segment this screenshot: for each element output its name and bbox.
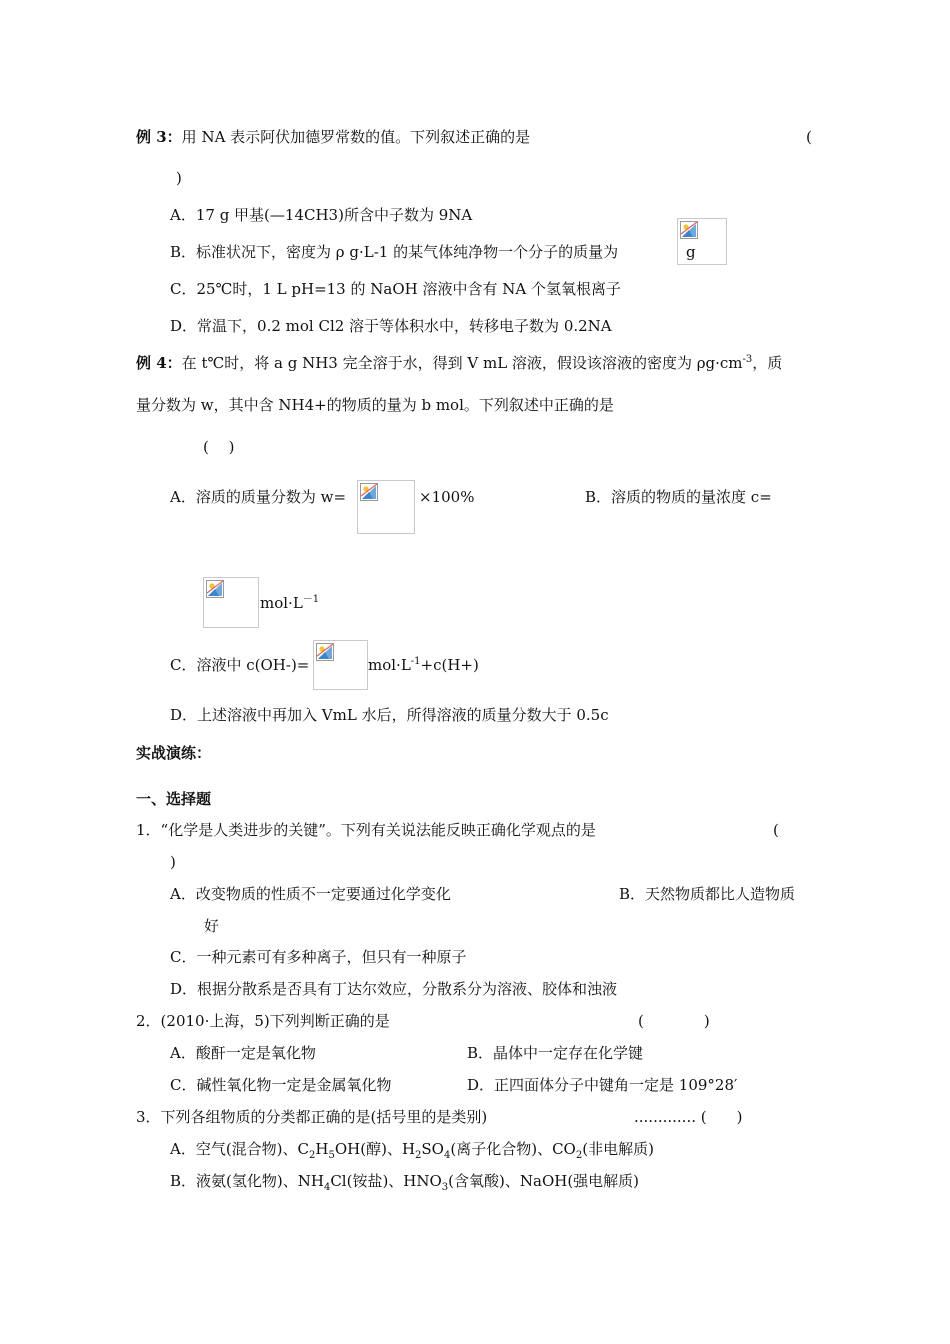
q1-option-a: A．改变物质的性质不一定要通过化学变化 [170,885,451,903]
q3-option-b: B．液氨(氢化物)、$NH_4Cl$(铵盐)、$HNO_3$(含氧酸)、NaOH(强电解质) [170,1172,640,1193]
broken-image-icon [680,221,698,239]
q2-option-b: B．晶体中一定存在化学键 [467,1044,644,1062]
ex3-label: 例 3： [136,128,182,146]
ex4-stem-line2: 量分数为 w，其中含 NH4+的物质的量为 b mol。下列叙述中正确的是 [136,396,614,414]
ex4-option-d: D．上述溶液中再加入 VmL 水后，所得溶液的质量分数大于 0.5c [170,706,609,724]
q3-stem: 3．下列各组物质的分类都正确的是(括号里的是类别) [136,1108,488,1126]
ex4-label: 例 4： [136,354,182,372]
q1-answer-paren-open: ( [773,821,779,839]
formula-image-ex4-a [357,480,415,534]
q1-option-c: C．一种元素可有多种离子，但只有一种原子 [170,948,467,966]
q1-answer-paren-close: ) [170,853,176,871]
ex4-option-c-prefix: C．溶液中 c(OH-)= [170,656,310,674]
ex4-option-c-suffix: $mol\cdot L^{-1}+c(H+)$ [368,656,479,674]
ex4-option-a-suffix: ×100% [419,488,475,506]
section-heading-choice: 一、选择题 [136,790,212,808]
broken-image-icon [206,580,224,598]
ex3-answer-paren-close: ) [176,169,182,187]
ex4-option-b: B．溶质的物质的量浓度 c= [585,488,772,506]
formula-image-ex4-c [313,640,368,690]
q2-option-a: A．酸酐一定是氧化物 [170,1044,316,1062]
ex3-option-b: B．标准状况下，密度为 ρ g·L-1 的某气体纯净物一个分子的质量为 [170,243,619,261]
q1-option-b-continued: 好 [204,917,220,935]
ex3-option-b-unit: g [686,243,696,261]
formula-image-ex3-b [677,218,727,265]
q3-answer-paren: ............. ( ) [634,1108,743,1126]
q1-option-d: D．根据分散系是否具有丁达尔效应，分散系分为溶液、胶体和浊液 [170,980,618,998]
q3-option-a: A．空气(混合物)、$C_2H_5OH$(醇)、$H_2SO_4$(离子化合物)、$CO_2$(非电解质) [170,1140,654,1161]
practice-heading: 实战演练： [136,744,212,762]
broken-image-icon [316,643,334,661]
broken-image-icon [360,483,378,501]
ex4-option-b-unit: $mol\cdot L^{-1}$ [260,594,320,612]
ex4-stem-line1: 例 4：在 t℃时，将 a g NH3 完全溶于水，得到 V mL 溶液，假设该溶液的密度为 $\rho g\cdot cm^{-3}$，质 [136,354,783,372]
formula-image-ex4-b [203,577,259,628]
q1-stem: 1．“化学是人类进步的关键”。下列有关说法能反映正确化学观点的是 [136,821,596,839]
ex3-answer-paren-open: ( [806,128,812,146]
ex3-stem: 例 3：用 NA 表示阿伏加德罗常数的值。下列叙述正确的是 [136,128,531,146]
ex4-answer-paren: ( ) [203,438,235,456]
q2-option-d: D．正四面体分子中键角一定是 109°28′ [467,1076,738,1094]
q2-option-c: C．碱性氧化物一定是金属氧化物 [170,1076,392,1094]
ex3-option-a: A．17 g 甲基(—14CH3)所含中子数为 9NA [170,206,473,224]
q2-stem: 2．(2010·上海，5)下列判断正确的是 [136,1012,390,1030]
q2-answer-paren: ( ) [638,1012,710,1030]
q1-option-b: B．天然物质都比人造物质 [619,885,796,903]
ex3-option-c: C．25℃时，1 L pH=13 的 NaOH 溶液中含有 NA 个氢氧根离子 [170,280,621,298]
ex3-option-d: D．常温下，0.2 mol Cl2 溶于等体积水中，转移电子数为 0.2NA [170,317,612,335]
ex4-option-a-prefix: A．溶质的质量分数为 w= [170,488,347,506]
